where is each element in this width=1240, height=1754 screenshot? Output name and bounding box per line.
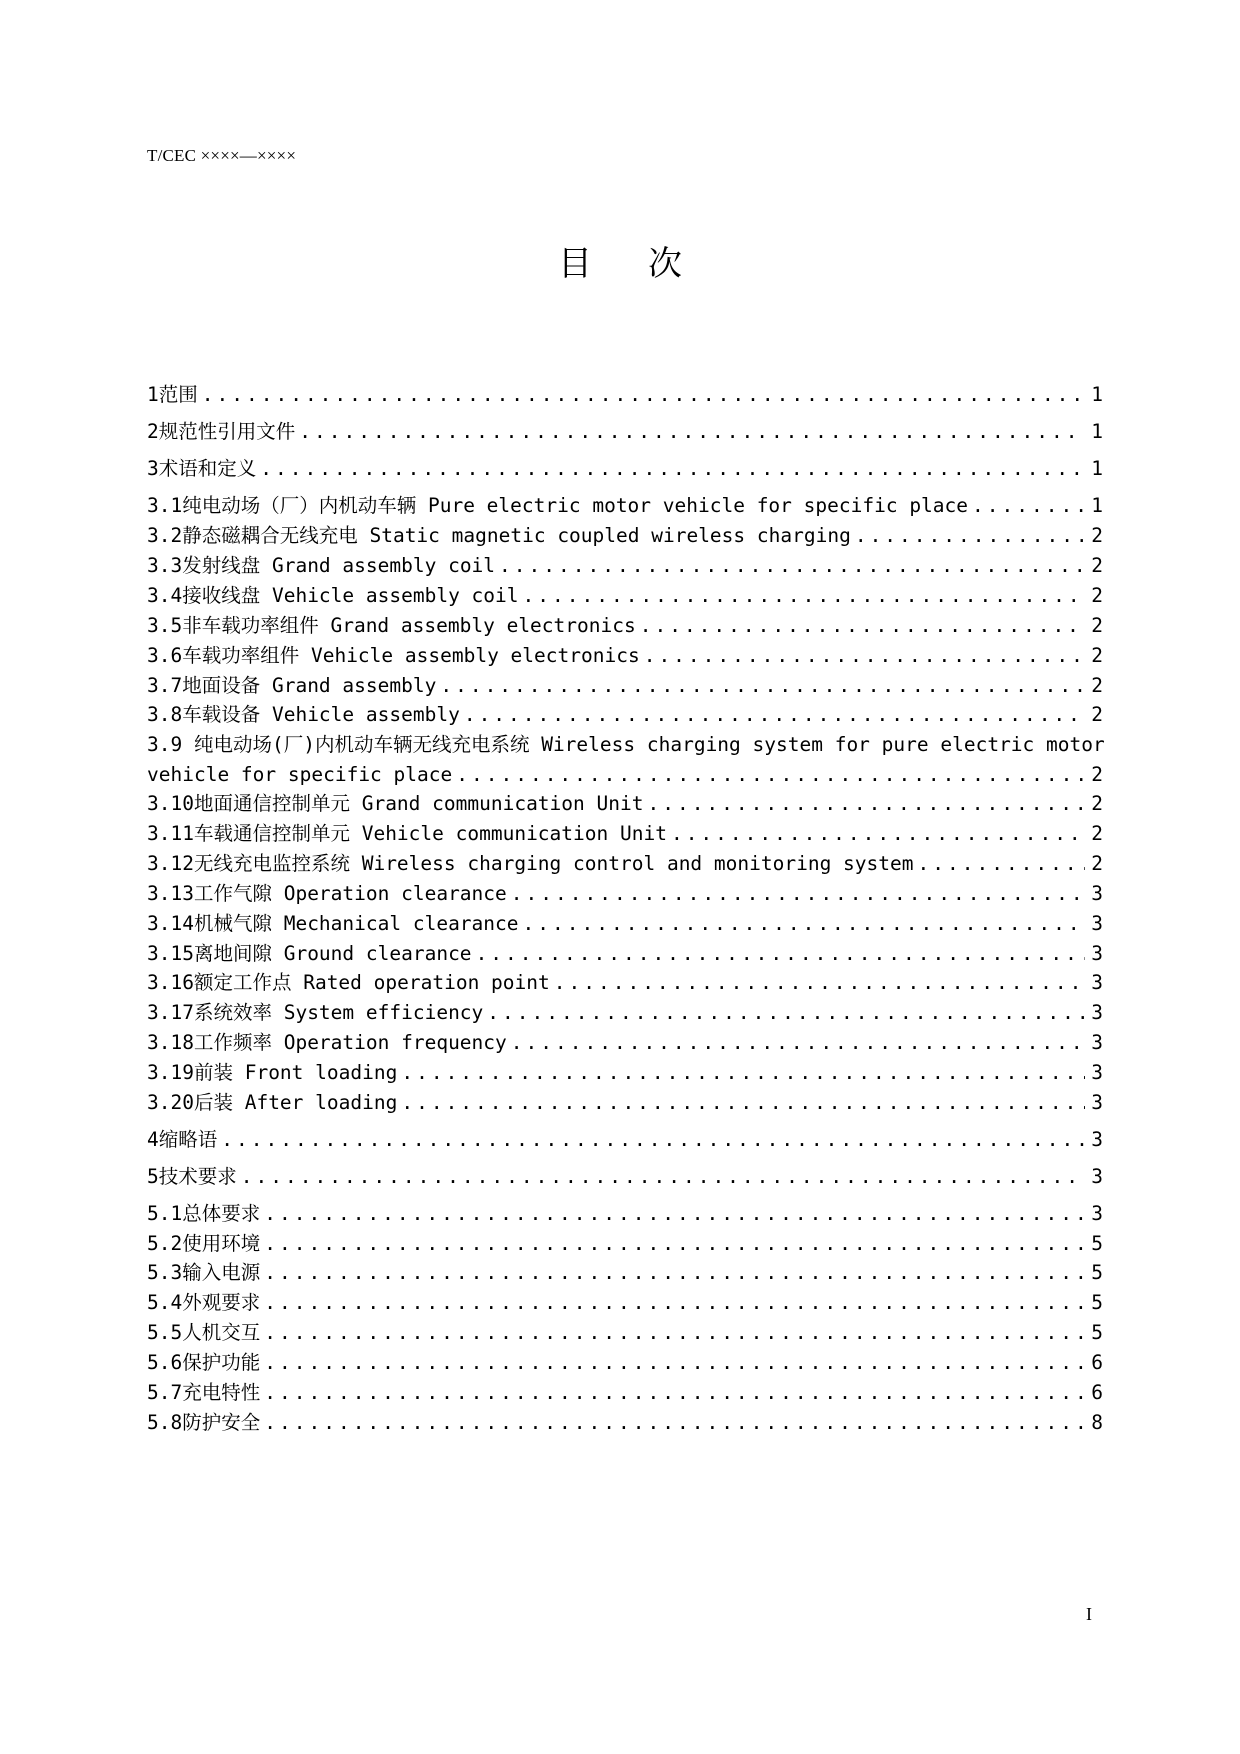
toc-entry-label: 总体要求 [182,1202,261,1225]
toc-leader-dots [855,521,1085,551]
toc-entry-label: 系统效率 System efficiency [193,1001,484,1024]
toc-leader-dots [264,1318,1085,1348]
toc-entry-line [147,730,1103,760]
toc-entry[interactable] [147,789,1103,819]
toc-entry-page: 3 [1091,1128,1103,1151]
toc-entry[interactable] [147,380,1103,410]
toc-leader-dots [918,849,1086,879]
toc-entry-number: 3.9 [147,733,183,756]
toc-entry[interactable] [147,849,1103,879]
toc-entry-page: 6 [1091,1351,1103,1374]
toc-entry-label: 前装 Front loading [193,1061,398,1084]
toc-leader-dots [511,1028,1085,1058]
toc-entry[interactable] [147,641,1103,671]
toc-entry[interactable] [147,998,1103,1028]
toc-entry[interactable] [147,581,1103,611]
toc-entry-number: 5.5 [147,1321,183,1344]
page-title: 目次 [558,244,738,284]
toc-entry-page: 5 [1091,1321,1103,1344]
toc-entry[interactable] [147,1229,1103,1259]
toc-entry-number: 5.4 [147,1291,183,1314]
toc-entry-label: 接收线盘 Vehicle assembly coil [182,584,519,607]
toc-entry-label: 车载设备 Vehicle assembly [182,703,460,726]
toc-entry-page: 8 [1091,1411,1103,1434]
toc-entry-label: 防护安全 [182,1411,261,1434]
toc-entry-page: 3 [1091,882,1103,905]
toc-entry[interactable] [147,939,1103,969]
toc-entry[interactable] [147,491,1103,521]
toc-entry-label: 发射线盘 Grand assembly coil [182,554,496,577]
toc-entry-number: 3.2 [147,524,183,547]
toc-leader-dots [523,909,1085,939]
toc-entry-page: 3 [1091,1001,1103,1024]
toc-entry-number: 3.7 [147,674,183,697]
toc-entry-page: 3 [1091,1202,1103,1225]
toc-entry-number: 3.5 [147,614,183,637]
toc-entry-page: 2 [1091,674,1103,697]
toc-entry-page: 3 [1091,1031,1103,1054]
toc-entry-number: 3.11 [147,822,194,845]
toc-entry-label: 工作频率 Operation frequency [193,1031,507,1054]
toc-entry-page: 5 [1091,1291,1103,1314]
toc-entry-page: 3 [1091,942,1103,965]
toc-entry-number: 3.13 [147,882,194,905]
toc-entry-number: 5.6 [147,1351,183,1374]
toc-entry-label: 机械气隙 Mechanical clearance [193,912,519,935]
toc-entry-number: 3.10 [147,792,194,815]
toc-entry-page: 2 [1091,644,1103,667]
toc-leader-dots [456,760,1085,790]
toc-entry-label: 充电特性 [182,1381,261,1404]
toc-entry[interactable] [147,611,1103,641]
toc-entry[interactable] [147,1028,1103,1058]
toc-entry[interactable] [147,1125,1103,1155]
toc-leader-dots [476,939,1085,969]
toc-entry-page: 2 [1091,554,1103,577]
toc-entry-page: 2 [1091,584,1103,607]
toc-leader-dots [260,454,1085,484]
toc-entry-page: 1 [1091,383,1103,406]
toc-entry[interactable] [147,879,1103,909]
toc-leader-dots [511,879,1085,909]
toc-entry-page: 3 [1091,971,1103,994]
toc-leader-dots [221,1125,1085,1155]
toc-leader-dots [299,417,1085,447]
toc-entry-number: 3.19 [147,1061,194,1084]
toc-entry[interactable] [147,909,1103,939]
toc-entry-label-continued: vehicle for specific place [147,763,453,786]
toc-entry-label: 使用环境 [182,1232,261,1255]
toc-leader-dots [487,998,1085,1028]
toc-entry-number: 3.16 [147,971,194,994]
toc-entry-page: 2 [1091,822,1103,845]
toc-entry-page: 2 [1091,524,1103,547]
toc-leader-dots [264,1199,1085,1229]
toc-entry-label: 纯电动场(厂)内机动车辆无线充电系统 Wireless charging system for pure electric motor [193,733,1105,756]
toc-entry-label: 输入电源 [182,1261,261,1284]
toc-entry[interactable] [147,1348,1103,1378]
toc-entry-number: 3.8 [147,703,183,726]
toc-entry-label: 地面设备 Grand assembly [182,674,437,697]
toc-entry-number: 3.15 [147,942,194,965]
toc-leader-dots [554,968,1085,998]
toc-entry-label: 规范性引用文件 [158,420,296,443]
toc-entry[interactable] [147,968,1103,998]
toc-entry-number: 3.1 [147,494,183,517]
toc-leader-dots [241,1162,1085,1192]
toc-entry-label: 保护功能 [182,1351,261,1374]
toc-entry-number: 5.7 [147,1381,183,1404]
toc-entry-label: 纯电动场（厂）内机动车辆 Pure electric motor vehicle for specific place [182,494,969,517]
toc-entry-page: 3 [1091,1061,1103,1084]
toc-leader-dots [671,819,1085,849]
toc-leader-dots [264,1229,1085,1259]
toc-leader-dots [264,1348,1085,1378]
toc-entry[interactable] [147,1408,1103,1438]
toc-entry-number: 3.14 [147,912,194,935]
toc-entry-number: 3.3 [147,554,183,577]
toc-leader-dots [499,551,1085,581]
toc-entry[interactable] [147,671,1103,701]
toc-entry[interactable] [147,1199,1103,1229]
toc-leader-dots [647,789,1085,819]
toc-entry-label: 范围 [158,383,198,406]
toc-entry-page: 3 [1091,912,1103,935]
toc-entry[interactable] [147,521,1103,551]
toc-entry[interactable] [147,1058,1103,1088]
toc-entry-page: 5 [1091,1232,1103,1255]
toc-entry-number: 1 [147,383,159,406]
toc-leader-dots [644,641,1085,671]
toc-entry[interactable] [147,1318,1103,1348]
toc-entry[interactable] [147,417,1103,447]
toc-entry-page: 2 [1091,614,1103,637]
toc-entry[interactable] [147,551,1103,581]
toc-entry[interactable] [147,454,1103,484]
toc-entry-page: 1 [1091,420,1103,443]
toc-leader-dots [264,1378,1085,1408]
toc-leader-dots [523,581,1085,611]
toc-leader-dots [640,611,1085,641]
toc-entry-label: 人机交互 [182,1321,261,1344]
toc-leader-dots [264,1258,1085,1288]
toc-entry-page: 1 [1091,494,1103,517]
toc-entry-label: 静态磁耦合无线充电 Static magnetic coupled wireless charging [182,524,851,547]
toc-entry-label: 外观要求 [182,1291,261,1314]
toc-entry-label: 地面通信控制单元 Grand communication Unit [193,792,644,815]
toc-entry-number: 5.2 [147,1232,183,1255]
toc-entry-label: 工作气隙 Operation clearance [193,882,507,905]
toc-entry[interactable] [147,819,1103,849]
toc-entry-label: 车载功率组件 Vehicle assembly electronics [182,644,640,667]
toc-entry-label: 离地间隙 Ground clearance [193,942,472,965]
toc-entry-label: 后装 After loading [193,1091,398,1114]
toc-entry-page: 2 [1091,792,1103,815]
toc-leader-dots [401,1088,1085,1118]
toc-entry-number: 3.12 [147,852,194,875]
toc-entry-number: 4 [147,1128,159,1151]
toc-entry[interactable] [147,1088,1103,1118]
toc-entry-number: 3 [147,457,159,480]
toc-entry-page: 5 [1091,1261,1103,1284]
toc-entry-page: 2 [1091,763,1103,786]
toc-entry-number: 3.6 [147,644,183,667]
toc-entry-label: 非车载功率组件 Grand assembly electronics [182,614,636,637]
toc-entry-page: 2 [1091,703,1103,726]
toc-entry-number: 3.20 [147,1091,194,1114]
toc-entry-page: 1 [1091,457,1103,480]
toc-entry[interactable] [147,1162,1103,1192]
toc-entry-label: 技术要求 [158,1165,237,1188]
toc-entry-page: 2 [1091,852,1103,875]
toc-entry[interactable] [147,1288,1103,1318]
toc-entry-number: 3.18 [147,1031,194,1054]
toc-entry-label: 缩略语 [158,1128,218,1151]
toc-entry-label: 车载通信控制单元 Vehicle communication Unit [193,822,667,845]
toc-entry-label: 无线充电监控系统 Wireless charging control and monitoring system [193,852,914,875]
toc-entry[interactable] [147,1258,1103,1288]
toc-entry-number: 3.17 [147,1001,194,1024]
toc-entry-number: 5.1 [147,1202,183,1225]
toc-leader-dots [464,700,1085,730]
toc-entry-page: 3 [1091,1165,1103,1188]
page-number: I [1086,1604,1092,1624]
toc-entry-number: 3.4 [147,584,183,607]
toc-leader-dots [440,671,1085,701]
toc-entry-page: 6 [1091,1381,1103,1404]
toc-leader-dots [264,1288,1085,1318]
toc-entry[interactable] [147,1378,1103,1408]
standard-code: T/CEC ××××—×××× [147,146,297,165]
toc-entry-number: 2 [147,420,159,443]
toc-leader-dots [202,380,1085,410]
toc-entry-number: 5.8 [147,1411,183,1434]
toc-entry-number: 5 [147,1165,159,1188]
toc-entry-label: 额定工作点 Rated operation point [193,971,550,994]
toc-entry-page: 3 [1091,1091,1103,1114]
toc-entry[interactable] [147,700,1103,730]
toc-leader-dots [401,1058,1085,1088]
toc-leader-dots [972,491,1085,521]
toc-entry-label: 术语和定义 [158,457,257,480]
toc-leader-dots [264,1408,1085,1438]
toc-entry-number: 5.3 [147,1261,183,1284]
